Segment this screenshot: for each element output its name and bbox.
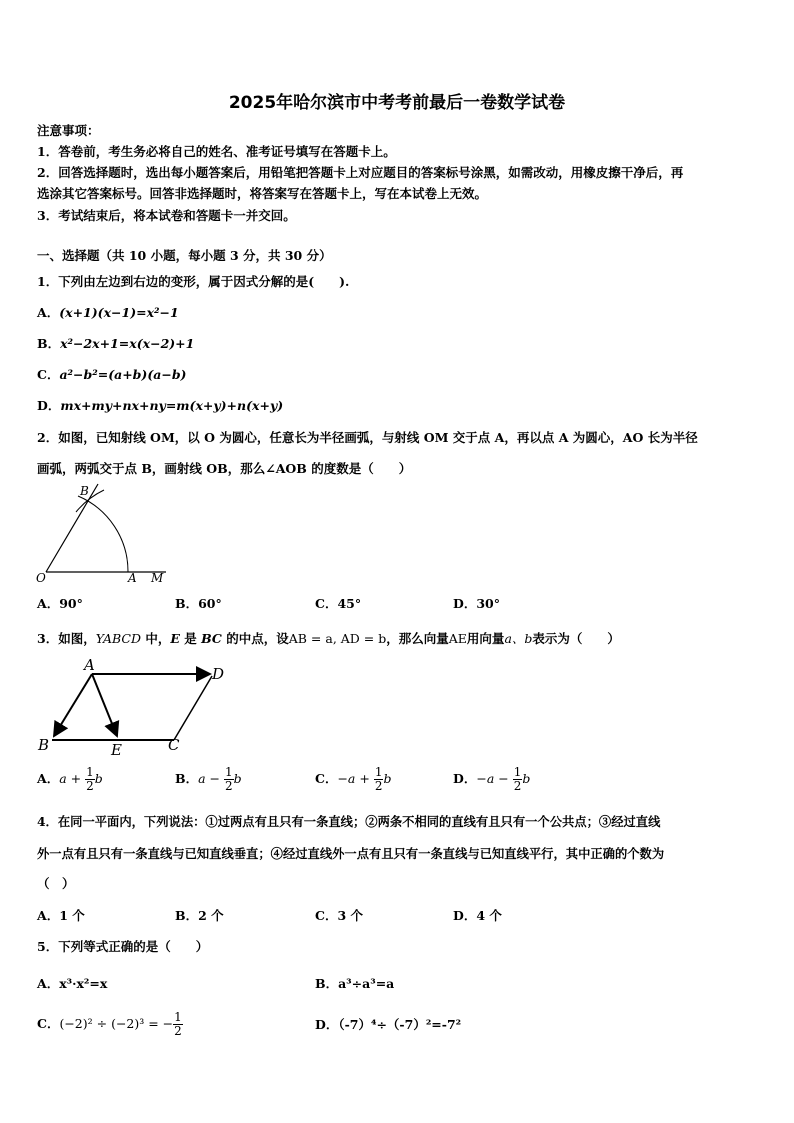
q3-vector-def: AB = a, AD = b [288, 631, 387, 646]
option-text: （-7）⁴÷（-7）²=-7² [338, 1017, 462, 1032]
notice-item-2-cont: 选涂其它答案标号。回答非选择题时，将答案写在答题卡上，写在本试卷上无效。 [37, 186, 488, 201]
fraction [224, 766, 234, 793]
q5-option-a [37, 974, 107, 992]
option-pre: (−2)² ÷ (−2)³ = − [59, 1016, 174, 1031]
option-label: C． [315, 771, 338, 786]
q2-figure [32, 482, 172, 588]
option-label: A． [37, 305, 60, 320]
fraction [173, 1011, 183, 1038]
q3-stem-part: 表示为（ ） [532, 631, 620, 646]
option-label: B． [175, 771, 199, 786]
q1-option-a [37, 303, 179, 321]
option-label: B． [175, 908, 199, 923]
q4-option-a [37, 906, 85, 924]
q2-option-a [37, 594, 83, 612]
option-text: mx+my+nx+ny=m(x+y)+n(x+y) [60, 398, 284, 413]
denominator: 2 [374, 779, 383, 793]
ray-ob [46, 484, 98, 572]
q3-option-a [37, 766, 103, 793]
option-post: b [94, 771, 103, 786]
q1-option-d [37, 396, 283, 414]
option-label: D． [315, 1017, 339, 1032]
option-label: D． [37, 398, 61, 413]
option-pre: −a + [337, 771, 374, 786]
q3-figure [32, 654, 232, 760]
option-text: 1 个 [59, 908, 85, 923]
notice-item-3: 3．考试结束后，将本试卷和答题卡一并交回。 [37, 208, 296, 223]
q2-option-c [315, 594, 361, 612]
q3-option-b [175, 766, 242, 793]
option-text: 2 个 [198, 908, 224, 923]
q2-option-b [175, 594, 222, 612]
numerator: 1 [513, 765, 522, 779]
option-text: a²−b²=(a+b)(a−b) [59, 367, 187, 382]
notice-item-2: 2．回答选择题时，选出每小题答案后，用铅笔把答题卡上对应题目的答案标号涂黑，如需改动，用橡皮擦干净后，再 [37, 165, 684, 180]
option-pre: a − [198, 771, 224, 786]
denominator: 2 [513, 779, 522, 793]
vector-ab [54, 674, 92, 736]
numerator: 1 [174, 1010, 182, 1024]
q4-stem-line1: 4．在同一平面内，下列说法：①过两点有且只有一条直线；②两条不相同的直线有且只有一个公共点；③经过直线 [37, 814, 661, 829]
vector-ae [92, 674, 117, 736]
q2-stem-line2: 画弧，两弧交于点 B，画射线 OB，那么∠AOB 的度数是（ ） [37, 461, 412, 476]
q2-option-d [453, 594, 500, 612]
option-text: 45° [337, 596, 362, 611]
q3-stem-part: 是 [179, 631, 202, 646]
q4-option-c [315, 906, 363, 924]
q3-vectors-ab: a、b [504, 631, 533, 646]
q3-stem-part: 用向量 [466, 631, 505, 646]
q3-option-d [453, 766, 530, 793]
numerator: 1 [86, 765, 94, 779]
label-b: B [38, 736, 50, 754]
option-post: b [383, 771, 392, 786]
q5-stem: 5．下列等式正确的是（ ） [37, 939, 209, 954]
q5-option-c [37, 1011, 183, 1038]
option-label: C． [315, 908, 338, 923]
option-label: C． [37, 367, 60, 382]
option-label: A． [37, 771, 60, 786]
page-title: 2025年哈尔滨市中考考前最后一卷数学试卷 [228, 93, 566, 113]
option-text: 4 个 [476, 908, 502, 923]
option-label: B． [37, 336, 61, 351]
option-text: 3 个 [337, 908, 364, 923]
q3-stem [37, 629, 620, 647]
fraction [85, 766, 95, 793]
q4-option-d [453, 906, 502, 924]
notice-heading: 注意事项： [37, 123, 100, 138]
option-text: a³÷a³=a [338, 976, 395, 991]
option-text: x²−2x+1=x(x−2)+1 [60, 336, 195, 351]
notice-item-1: 1．答卷前，考生务必将自己的姓名、准考证号填写在答题卡上。 [37, 144, 396, 159]
q3-stem-part: 中， [141, 631, 171, 646]
option-label: B． [315, 976, 339, 991]
q1-option-b [37, 334, 194, 352]
q5-option-b [315, 974, 394, 992]
option-text: x³·x²=x [59, 976, 108, 991]
segment-cd [174, 676, 212, 740]
fraction [374, 766, 384, 793]
q4-stem-line2: 外一点有且只有一条直线与已知直线垂直；④经过直线外一点有且只有一条直线与已知直线平行，其中正确的个数为 [37, 846, 665, 861]
arc-a [78, 496, 128, 572]
label-b: B [80, 484, 89, 498]
section-heading: 一、选择题（共 10 小题，每小题 3 分，共 30 分） [37, 248, 332, 263]
option-label: D． [453, 908, 477, 923]
q5-option-d [315, 1015, 461, 1033]
denominator: 2 [224, 779, 233, 793]
q1-stem: 1．下列由左边到右边的变形，属于因式分解的是( ). [37, 274, 350, 289]
option-label: D． [453, 771, 477, 786]
q4-option-b [175, 906, 224, 924]
fraction [513, 766, 523, 793]
q3-option-c [315, 766, 391, 793]
option-label: C． [37, 1016, 60, 1031]
q4-stem-line3: （ ） [37, 876, 75, 891]
option-pre: −a − [476, 771, 513, 786]
option-label: D． [453, 596, 477, 611]
option-post: b [522, 771, 531, 786]
option-label: A． [37, 908, 60, 923]
numerator: 1 [224, 765, 233, 779]
option-label: C． [315, 596, 338, 611]
q3-point-e: E [170, 631, 180, 646]
label-e: E [111, 741, 122, 759]
label-c: C [168, 736, 180, 754]
label-d: D [212, 665, 225, 683]
option-text: 60° [198, 596, 222, 611]
q3-segment-bc: BC [201, 631, 222, 646]
option-text: 30° [476, 596, 500, 611]
option-label: A． [37, 976, 60, 991]
label-o: O [36, 571, 46, 585]
q3-stem-part: ，那么向量 [386, 631, 449, 646]
q3-parallelogram: YABCD [95, 631, 142, 646]
label-a: A [84, 656, 95, 674]
option-text: 90° [59, 596, 83, 611]
label-a: A [128, 571, 137, 585]
denominator: 2 [174, 1024, 182, 1038]
option-post: b [233, 771, 242, 786]
q3-stem-part: 3．如图， [37, 631, 96, 646]
label-m: M [151, 571, 164, 585]
q3-vector-ae: AE [448, 631, 467, 646]
numerator: 1 [374, 765, 383, 779]
q1-option-c [37, 365, 186, 383]
q2-stem-line1: 2．如图，已知射线 OM，以 O 为圆心，任意长为半径画弧，与射线 OM 交于点 A，再以点 A 为圆心，AO 长为半径 [37, 430, 698, 445]
option-text: (x+1)(x−1)=x²−1 [59, 305, 179, 320]
q3-stem-part: 的中点，设 [221, 631, 289, 646]
option-label: A． [37, 596, 60, 611]
option-pre: a + [59, 771, 86, 786]
option-label: B． [175, 596, 199, 611]
denominator: 2 [86, 779, 94, 793]
